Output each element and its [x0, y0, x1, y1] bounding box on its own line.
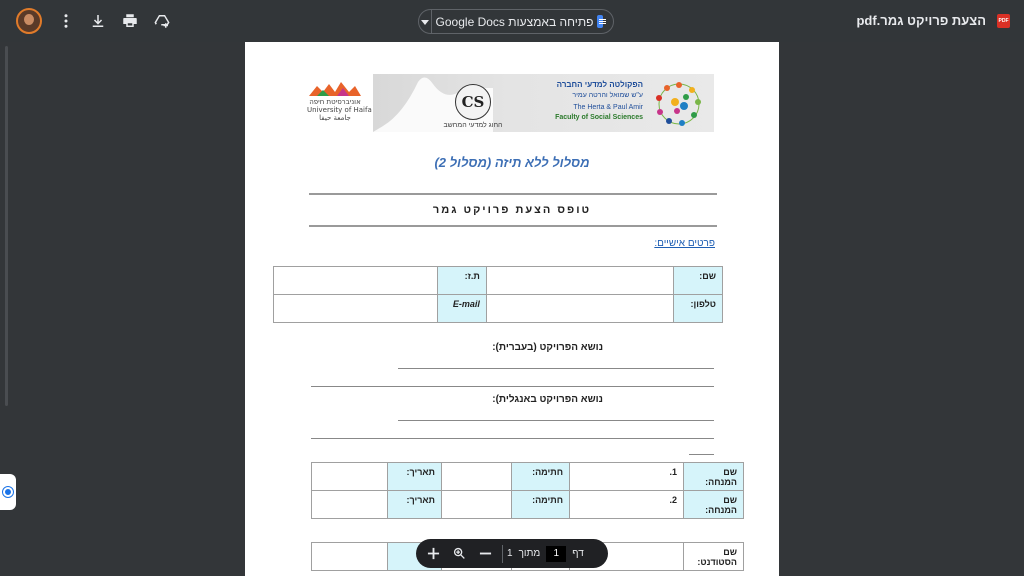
divider	[309, 225, 717, 227]
more-vert-icon[interactable]	[56, 11, 76, 31]
top-toolbar	[0, 0, 1024, 42]
page-indicator	[507, 546, 592, 562]
cs-caption: החוג למדעי המחשב	[443, 122, 503, 129]
track-title: מסלול ללא תיזה (מסלול 2)	[434, 155, 590, 170]
supervisor-name-label: שם המנחה:	[684, 491, 744, 519]
row-number: 1.	[669, 467, 677, 477]
open-with-label: פתיחה באמצעות Google Docs	[435, 14, 594, 29]
social-sciences-logo	[649, 80, 709, 128]
of-label: מתוך	[518, 548, 541, 559]
student-name-label: שם הסטודנט:	[684, 543, 744, 571]
magnifier-icon	[453, 547, 466, 560]
phone-field[interactable]	[486, 295, 674, 323]
open-with-google-docs-button[interactable]	[418, 9, 614, 34]
page-label: דף	[572, 548, 584, 559]
table-row	[274, 295, 723, 323]
zoom-in-button[interactable]	[420, 539, 446, 568]
table-row	[312, 491, 744, 519]
zoom-out-button[interactable]	[472, 539, 498, 568]
topic-he-line[interactable]	[398, 368, 714, 369]
supervisor-1-field[interactable]	[570, 463, 684, 491]
haifa-text-ar: جامعة حيفا	[319, 114, 351, 122]
divider	[309, 193, 717, 195]
cs-department-logo: CS	[455, 84, 491, 120]
faculty-subname-he: ע"ש שמואל והרטה עמיר	[572, 92, 643, 99]
id-field[interactable]	[274, 267, 438, 295]
topic-en-line[interactable]	[398, 420, 714, 421]
separator	[502, 545, 503, 563]
zoom-fit-button[interactable]	[446, 539, 472, 568]
signature-label: חתימה:	[512, 463, 570, 491]
haifa-logo-text	[307, 98, 372, 122]
faculty-subname-en: Faculty of Social Sciences	[555, 114, 643, 121]
date-field[interactable]	[312, 463, 388, 491]
signature-field[interactable]	[442, 491, 512, 519]
side-panel-widget-icon[interactable]	[0, 474, 16, 510]
google-docs-icon	[597, 15, 603, 28]
row-number: 2.	[669, 495, 677, 505]
chevron-down-icon[interactable]	[419, 10, 432, 33]
date-field[interactable]	[312, 491, 388, 519]
topic-he-line[interactable]	[311, 386, 714, 387]
minus-icon	[479, 547, 492, 560]
date-label: תאריך:	[388, 491, 442, 519]
personal-details-label: פרטים אישיים:	[654, 238, 715, 249]
phone-label: טלפון:	[674, 295, 723, 323]
topic-en-line[interactable]	[689, 454, 714, 455]
signature-label: חתימה:	[512, 491, 570, 519]
haifa-mark-icon	[307, 80, 363, 98]
name-label: שם:	[674, 267, 723, 295]
file-title: הצעת פרויקט גמר.pdf	[856, 13, 986, 28]
scrollbar[interactable]	[5, 46, 8, 406]
personal-details-table	[273, 266, 723, 323]
id-label: ת.ז:	[438, 267, 487, 295]
date-label: תאריך:	[388, 463, 442, 491]
email-label: E-mail	[438, 295, 487, 323]
supervisors-table	[311, 462, 744, 519]
haifa-text-he: אוניברסיטת חיפה	[309, 98, 361, 106]
print-icon[interactable]	[120, 11, 140, 31]
name-field[interactable]	[486, 267, 674, 295]
user-avatar[interactable]	[16, 8, 42, 34]
supervisor-name-label: שם המנחה:	[684, 463, 744, 491]
supervisor-2-field[interactable]	[570, 491, 684, 519]
signature-field[interactable]	[442, 463, 512, 491]
university-of-haifa-logo	[307, 78, 372, 134]
pdf-file-icon: PDF	[997, 14, 1010, 28]
plus-icon	[427, 547, 440, 560]
zoom-toolbar	[416, 539, 608, 568]
haifa-text-en: University of Haifa	[307, 106, 372, 114]
faculty-name-he: הפקולטה למדעי החברה	[556, 80, 643, 89]
add-to-drive-icon[interactable]	[152, 11, 172, 31]
date-field[interactable]	[312, 543, 388, 571]
topic-en-line[interactable]	[311, 438, 714, 439]
topic-en-label: נושא הפרויקט באנגלית):	[492, 394, 603, 405]
table-row	[274, 267, 723, 295]
download-icon[interactable]	[88, 11, 108, 31]
total-pages: 1	[507, 548, 513, 559]
form-title: טופס הצעת פרויקט גמר	[432, 204, 592, 216]
faculty-name-en: The Herta & Paul Amir	[573, 104, 643, 111]
pdf-page	[245, 42, 779, 576]
topic-he-label: נושא הפרויקט (בעברית):	[492, 342, 603, 353]
email-field[interactable]	[274, 295, 438, 323]
current-page-input[interactable]: 1	[546, 546, 566, 562]
table-row	[312, 463, 744, 491]
